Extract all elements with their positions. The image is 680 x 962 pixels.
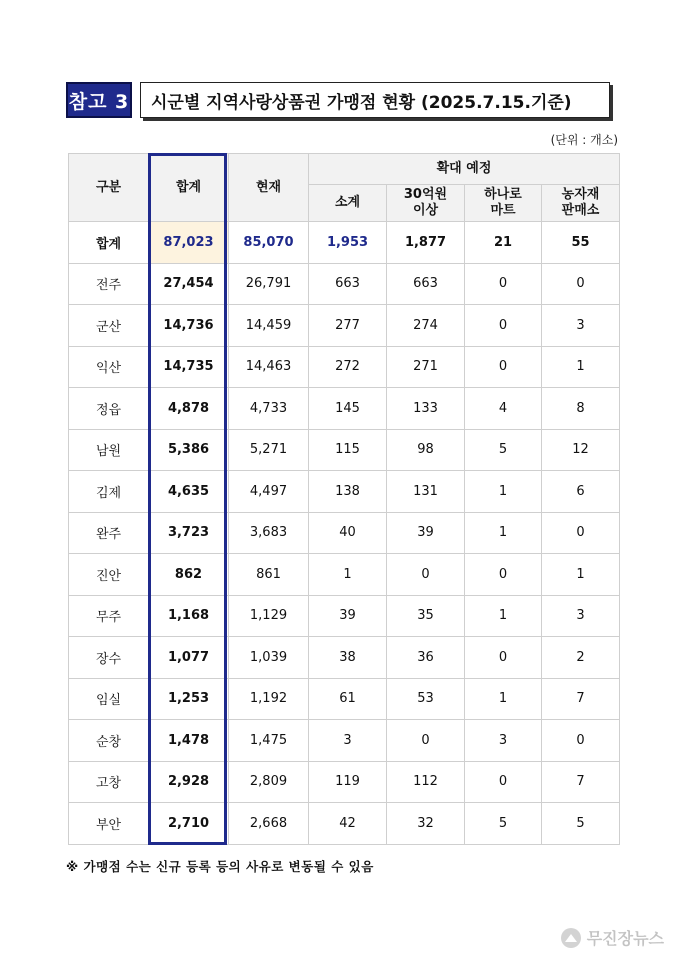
cell-agri: 2 — [542, 637, 620, 679]
cell-subtotal: 3 — [309, 720, 387, 762]
table-row — [69, 595, 620, 637]
table-row — [69, 305, 620, 347]
cell-current: 1,039 — [229, 637, 309, 679]
cell-over3b: 32 — [387, 803, 465, 845]
cell-agri: 0 — [542, 512, 620, 554]
cell-name: 무주 — [69, 595, 149, 637]
cell-subtotal: 272 — [309, 346, 387, 388]
cell-hanaro: 5 — [465, 429, 542, 471]
cell-subtotal: 38 — [309, 637, 387, 679]
reference-badge: 참고 3 — [66, 82, 132, 118]
cell-current: 4,733 — [229, 388, 309, 430]
cell-subtotal: 138 — [309, 471, 387, 513]
cell-sum: 2,710 — [149, 803, 229, 845]
cell-name: 부안 — [69, 803, 149, 845]
cell-name: 완주 — [69, 512, 149, 554]
cell-over3b: 36 — [387, 637, 465, 679]
cell-name: 임실 — [69, 678, 149, 720]
cell-current: 14,463 — [229, 346, 309, 388]
cell-name: 전주 — [69, 263, 149, 305]
cell-sum: 1,168 — [149, 595, 229, 637]
header-agri — [542, 185, 620, 222]
cell-current: 26,791 — [229, 263, 309, 305]
header-expansion: 확대 예정 — [309, 154, 620, 185]
header-subtotal: 소계 — [309, 185, 387, 222]
cell-over3b: 274 — [387, 305, 465, 347]
cell-hanaro: 0 — [465, 554, 542, 596]
table-row — [69, 429, 620, 471]
cell-subtotal: 42 — [309, 803, 387, 845]
header-agri-line1: 농자재 — [561, 187, 600, 202]
cell-over3b: 112 — [387, 761, 465, 803]
cell-hanaro: 0 — [465, 761, 542, 803]
cell-current: 2,668 — [229, 803, 309, 845]
cell-sum: 14,735 — [149, 346, 229, 388]
cell-agri: 7 — [542, 678, 620, 720]
cell-agri: 0 — [542, 263, 620, 305]
cell-hanaro: 0 — [465, 305, 542, 347]
cell-agri: 3 — [542, 305, 620, 347]
header-hanaro — [465, 185, 542, 222]
cell-hanaro: 0 — [465, 346, 542, 388]
cell-agri: 8 — [542, 388, 620, 430]
cell-subtotal: 61 — [309, 678, 387, 720]
cell-over3b: 0 — [387, 720, 465, 762]
watermark-text: 무진장뉴스 — [586, 929, 664, 948]
cell-name: 고창 — [69, 761, 149, 803]
cell-agri: 7 — [542, 761, 620, 803]
cell-over3b: 663 — [387, 263, 465, 305]
cell-sum: 3,723 — [149, 512, 229, 554]
cell-current: 2,809 — [229, 761, 309, 803]
cell-sum: 2,928 — [149, 761, 229, 803]
cell-over3b: 39 — [387, 512, 465, 554]
cell-sum: 27,454 — [149, 263, 229, 305]
table-body — [69, 222, 620, 845]
cell-over3b: 1,877 — [387, 222, 465, 264]
cell-hanaro: 1 — [465, 595, 542, 637]
cell-over3b: 0 — [387, 554, 465, 596]
cell-over3b: 98 — [387, 429, 465, 471]
cell-sum: 1,077 — [149, 637, 229, 679]
cell-current: 4,497 — [229, 471, 309, 513]
total-row — [69, 222, 620, 264]
unit-label: (단위 : 개소) — [550, 133, 618, 147]
table-row — [69, 512, 620, 554]
cell-hanaro: 0 — [465, 263, 542, 305]
table-row — [69, 637, 620, 679]
cell-subtotal: 1 — [309, 554, 387, 596]
cell-agri: 1 — [542, 554, 620, 596]
cell-name: 김제 — [69, 471, 149, 513]
cell-hanaro: 4 — [465, 388, 542, 430]
page-title: 시군별 지역사랑상품권 가맹점 현황 (2025.7.15.기준) — [140, 82, 610, 118]
header-agri-line2: 판매소 — [561, 203, 600, 218]
cell-over3b: 35 — [387, 595, 465, 637]
header-over-3b-line2: 이상 — [412, 203, 439, 218]
footnote: ※ 가맹점 수는 신규 등록 등의 사유로 변동될 수 있음 — [66, 859, 374, 874]
table-row — [69, 346, 620, 388]
cell-hanaro: 5 — [465, 803, 542, 845]
cell-sum: 87,023 — [149, 222, 229, 264]
cell-name: 정읍 — [69, 388, 149, 430]
cell-subtotal: 40 — [309, 512, 387, 554]
cell-name: 장수 — [69, 637, 149, 679]
cell-current: 1,129 — [229, 595, 309, 637]
cell-subtotal: 115 — [309, 429, 387, 471]
cell-agri: 0 — [542, 720, 620, 762]
cell-over3b: 53 — [387, 678, 465, 720]
cell-over3b: 133 — [387, 388, 465, 430]
header-over-3b — [387, 185, 465, 222]
cell-name: 익산 — [69, 346, 149, 388]
table-row — [69, 388, 620, 430]
cell-sum: 14,736 — [149, 305, 229, 347]
cell-sum: 4,635 — [149, 471, 229, 513]
cell-hanaro: 1 — [465, 678, 542, 720]
cell-agri: 3 — [542, 595, 620, 637]
cell-current: 5,271 — [229, 429, 309, 471]
cell-subtotal: 663 — [309, 263, 387, 305]
header-category: 구분 — [69, 154, 149, 222]
cell-hanaro: 1 — [465, 471, 542, 513]
cell-current: 3,683 — [229, 512, 309, 554]
cell-agri: 1 — [542, 346, 620, 388]
cell-agri: 55 — [542, 222, 620, 264]
title-bar — [66, 82, 610, 118]
cell-current: 861 — [229, 554, 309, 596]
cell-name: 진안 — [69, 554, 149, 596]
cell-agri: 12 — [542, 429, 620, 471]
cell-subtotal: 119 — [309, 761, 387, 803]
cell-current: 1,475 — [229, 720, 309, 762]
cell-sum: 4,878 — [149, 388, 229, 430]
header-sum: 합계 — [149, 154, 229, 222]
cell-subtotal: 145 — [309, 388, 387, 430]
cell-name: 순창 — [69, 720, 149, 762]
cell-subtotal: 1,953 — [309, 222, 387, 264]
table-row — [69, 554, 620, 596]
cell-current: 14,459 — [229, 305, 309, 347]
cell-over3b: 271 — [387, 346, 465, 388]
cell-sum: 5,386 — [149, 429, 229, 471]
table-row — [69, 263, 620, 305]
table-row — [69, 471, 620, 513]
table-row — [69, 803, 620, 845]
table-row — [69, 678, 620, 720]
cell-subtotal: 277 — [309, 305, 387, 347]
cell-hanaro: 1 — [465, 512, 542, 554]
header-hanaro-line2: 마트 — [490, 203, 516, 218]
watermark — [561, 926, 664, 949]
header-current: 현재 — [229, 154, 309, 222]
cell-sum: 1,253 — [149, 678, 229, 720]
cell-sum: 862 — [149, 554, 229, 596]
cell-agri: 6 — [542, 471, 620, 513]
merchant-table — [68, 153, 620, 845]
cell-over3b: 131 — [387, 471, 465, 513]
cell-sum: 1,478 — [149, 720, 229, 762]
header-hanaro-line1: 하나로 — [484, 187, 522, 202]
cell-hanaro: 3 — [465, 720, 542, 762]
cell-hanaro: 21 — [465, 222, 542, 264]
table-row — [69, 761, 620, 803]
cell-name: 합계 — [69, 222, 149, 264]
cell-subtotal: 39 — [309, 595, 387, 637]
cell-agri: 5 — [542, 803, 620, 845]
header-over-3b-line1: 30억원 — [403, 187, 448, 202]
watermark-logo-icon — [561, 928, 581, 948]
cell-current: 1,192 — [229, 678, 309, 720]
cell-name: 군산 — [69, 305, 149, 347]
table-row — [69, 720, 620, 762]
cell-name: 남원 — [69, 429, 149, 471]
cell-hanaro: 0 — [465, 637, 542, 679]
cell-current: 85,070 — [229, 222, 309, 264]
